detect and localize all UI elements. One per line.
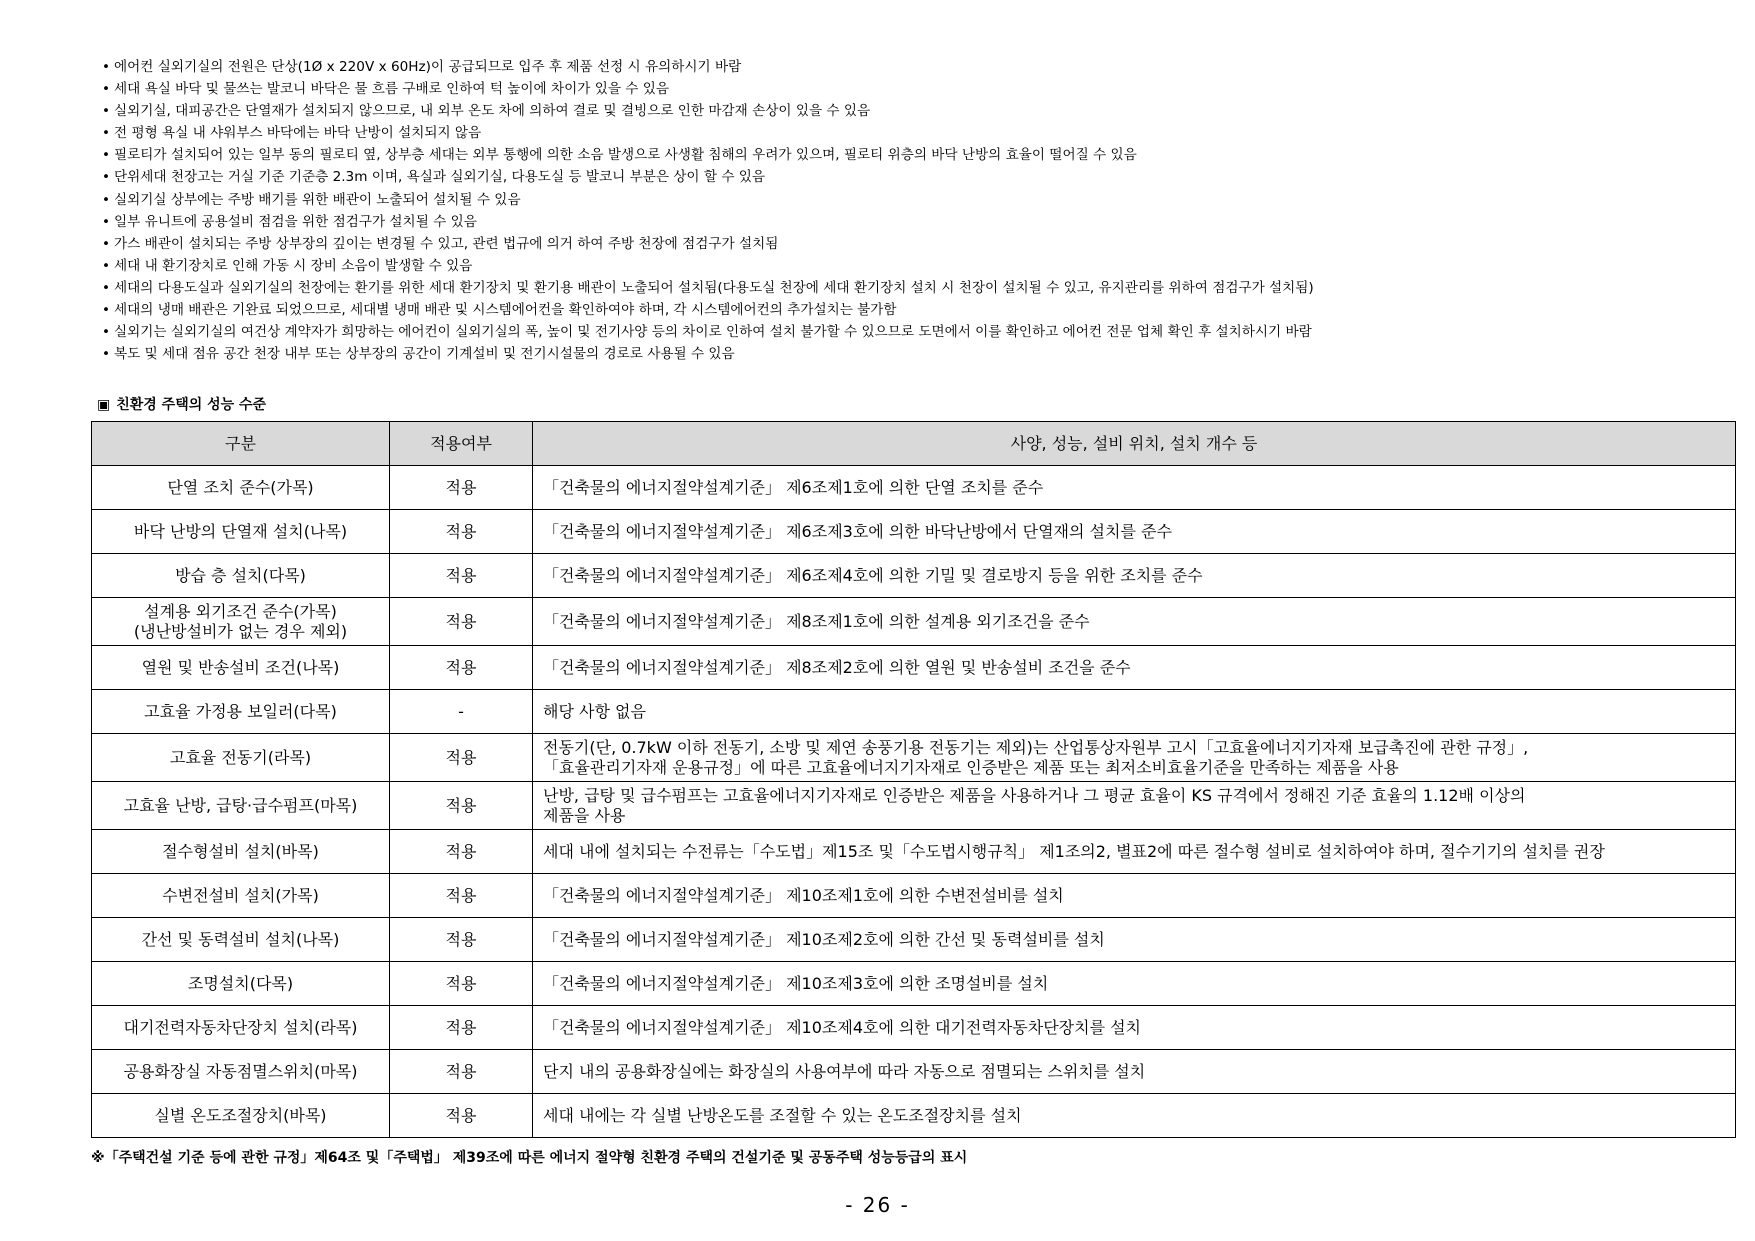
table-row bbox=[92, 962, 1736, 1006]
cell-applied: 적용 bbox=[390, 874, 533, 918]
spec-line: 해당 사항 없음 bbox=[543, 701, 646, 721]
category-line: 고효율 전동기(라목) bbox=[169, 747, 312, 767]
cell-spec bbox=[533, 1050, 1736, 1094]
cell-spec bbox=[533, 510, 1736, 554]
cell-category bbox=[92, 598, 390, 646]
cell-applied: 적용 bbox=[390, 782, 533, 830]
cell-applied: 적용 bbox=[390, 734, 533, 782]
cell-applied: 적용 bbox=[390, 646, 533, 690]
cell-spec bbox=[533, 1094, 1736, 1138]
cell-category bbox=[92, 690, 390, 734]
list-item bbox=[102, 299, 1722, 321]
section-heading bbox=[97, 394, 266, 414]
table-row bbox=[92, 1006, 1736, 1050]
page-number: - 26 - bbox=[845, 1193, 910, 1217]
cell-applied: 적용 bbox=[390, 466, 533, 510]
list-item-text: 세대의 냉매 배관은 기완료 되었으므로, 세대별 냉매 배관 및 시스템에어컨을 확인하여야 하며, 각 시스템에어컨의 추가설치는 불가함 bbox=[114, 302, 897, 319]
list-item bbox=[102, 277, 1722, 299]
spec-line: 세대 내에는 각 실별 난방온도를 조절할 수 있는 온도조절장치를 설치 bbox=[543, 1105, 1022, 1125]
bullet-dot-icon: • bbox=[102, 213, 111, 230]
list-item-text: 단위세대 천장고는 거실 기준 기준층 2.3m 이며, 욕실과 실외기실, 다용도실 등 발코니 부분은 상이 할 수 있음 bbox=[114, 169, 766, 186]
category-line: 공용화장실 자동점멸스위치(마목) bbox=[123, 1061, 358, 1081]
list-item bbox=[102, 144, 1722, 166]
cell-applied: 적용 bbox=[390, 1094, 533, 1138]
category-line: 절수형설비 설치(바목) bbox=[162, 841, 319, 861]
cell-spec bbox=[533, 690, 1736, 734]
list-item-text: 세대 내 환기장치로 인해 가동 시 장비 소음이 발생할 수 있음 bbox=[114, 257, 473, 274]
table-row bbox=[92, 598, 1736, 646]
table-row bbox=[92, 690, 1736, 734]
spec-line: 「건축물의 에너지절약설계기준」 제10조제4호에 의한 대기전력자동차단장치를 설치 bbox=[543, 1017, 1142, 1037]
list-item bbox=[102, 122, 1722, 144]
list-item-text: 실외기실 상부에는 주방 배기를 위한 배관이 노출되어 설치될 수 있음 bbox=[114, 191, 521, 208]
spec-line: 「건축물의 에너지절약설계기준」 제8조제1호에 의한 설계용 외기조건을 준수 bbox=[543, 611, 1090, 631]
table-row bbox=[92, 646, 1736, 690]
category-line: 고효율 가정용 보일러(다목) bbox=[144, 701, 337, 721]
category-line: 간선 및 동력설비 설치(나목) bbox=[141, 929, 340, 949]
cell-category bbox=[92, 554, 390, 598]
spec-line: 「효율관리기자재 운용규정」에 따른 고효율에너지기자재로 인증받은 제품 또는 최저소비효율기준을 만족하는 제품을 사용 bbox=[543, 757, 1399, 777]
category-line: 대기전력자동차단장치 설치(라목) bbox=[123, 1017, 358, 1037]
table-row bbox=[92, 466, 1736, 510]
table-row bbox=[92, 874, 1736, 918]
cell-applied: 적용 bbox=[390, 1006, 533, 1050]
spec-line: 「건축물의 에너지절약설계기준」 제8조제2호에 의한 열원 및 반송설비 조건을 준수 bbox=[543, 657, 1131, 677]
category-line: 단열 조치 준수(가목) bbox=[167, 477, 314, 497]
spec-line: 「건축물의 에너지절약설계기준」 제10조제2호에 의한 간선 및 동력설비를 설치 bbox=[543, 929, 1105, 949]
cell-spec bbox=[533, 734, 1736, 782]
table-row bbox=[92, 918, 1736, 962]
cell-spec bbox=[533, 554, 1736, 598]
bullet-dot-icon: • bbox=[102, 235, 111, 252]
header-category: 구분 bbox=[92, 422, 390, 466]
spec-line: 전동기(단, 0.7kW 이하 전동기, 소방 및 제연 송풍기용 전동기는 제외)는 산업통상자원부 고시「고효율에너지기자재 보급촉진에 관한 규정」, bbox=[543, 737, 1529, 757]
cell-category bbox=[92, 830, 390, 874]
bullet-dot-icon: • bbox=[102, 302, 111, 319]
category-line: 열원 및 반송설비 조건(나목) bbox=[141, 657, 340, 677]
list-item bbox=[102, 211, 1722, 233]
square-marker-icon: ▣ bbox=[97, 397, 111, 413]
category-line: 방습 층 설치(다목) bbox=[175, 565, 306, 585]
eco-housing-performance-table bbox=[91, 421, 1736, 1138]
bullet-dot-icon: • bbox=[102, 147, 111, 164]
bullet-dot-icon: • bbox=[102, 125, 111, 142]
list-item-text: 복도 및 세대 점유 공간 천장 내부 또는 상부장의 공간이 기계설비 및 전기시설물의 경로로 사용될 수 있음 bbox=[114, 346, 735, 363]
spec-line: 세대 내에 설치되는 수전류는「수도법」제15조 및「수도법시행규칙」 제1조의2, 별표2에 따른 절수형 설비로 설치하여야 하며, 절수기기의 설치를 권장 bbox=[543, 841, 1605, 861]
cell-category bbox=[92, 1006, 390, 1050]
cell-applied: - bbox=[390, 690, 533, 734]
cell-spec bbox=[533, 918, 1736, 962]
bullet-dot-icon: • bbox=[102, 191, 111, 208]
table-row bbox=[92, 1050, 1736, 1094]
spec-line: 「건축물의 에너지절약설계기준」 제10조제3호에 의한 조명설비를 설치 bbox=[543, 973, 1049, 993]
cell-applied: 적용 bbox=[390, 510, 533, 554]
table-row bbox=[92, 510, 1736, 554]
header-applied: 적용여부 bbox=[390, 422, 533, 466]
cell-applied: 적용 bbox=[390, 962, 533, 1006]
list-item-text: 가스 배관이 설치되는 주방 상부장의 깊이는 변경될 수 있고, 관련 법규에 의거 하여 주방 천장에 점검구가 설치됨 bbox=[114, 235, 779, 252]
cell-spec bbox=[533, 782, 1736, 830]
spec-line: 단지 내의 공용화장실에는 화장실의 사용여부에 따라 자동으로 점멸되는 스위치를 설치 bbox=[543, 1061, 1146, 1081]
bullet-dot-icon: • bbox=[102, 59, 111, 75]
cell-applied: 적용 bbox=[390, 830, 533, 874]
cell-category bbox=[92, 734, 390, 782]
category-line: 수변전설비 설치(가목) bbox=[162, 885, 319, 905]
list-item-text: 필로티가 설치되어 있는 일부 동의 필로티 옆, 상부층 세대는 외부 통행에 의한 소음 발생으로 사생활 침해의 우려가 있으며, 필로티 위층의 바닥 난방의 효율이 떨어질 수 있음 bbox=[114, 147, 1137, 164]
category-line: 고효율 난방, 급탕·급수펌프(마목) bbox=[123, 795, 358, 815]
category-line: 조명설치(다목) bbox=[187, 973, 294, 993]
table-row bbox=[92, 554, 1736, 598]
list-item-text: 일부 유니트에 공용설비 점검을 위한 점검구가 설치될 수 있음 bbox=[114, 213, 477, 230]
cell-applied: 적용 bbox=[390, 598, 533, 646]
list-item bbox=[102, 100, 1722, 122]
category-line: 실별 온도조절장치(바목) bbox=[154, 1105, 327, 1125]
cell-category bbox=[92, 466, 390, 510]
list-item bbox=[102, 255, 1722, 277]
header-spec: 사양, 성능, 설비 위치, 설치 개수 등 bbox=[533, 422, 1736, 466]
list-item-text: 실외기는 실외기실의 여건상 계약자가 희망하는 에어컨이 실외기실의 폭, 높이 및 전기사양 등의 차이로 인하여 설치 불가할 수 있으므로 도면에서 이를 확인하고 에어컨 전문 업체 확인 후 설치하시기 바람 bbox=[114, 324, 1312, 341]
list-item-text: 에어컨 실외기실의 전원은 단상(1Ø x 220V x 60Hz)이 공급되므로 입주 후 제품 선정 시 유의하시기 바람 bbox=[114, 59, 742, 75]
table-header-row bbox=[92, 422, 1736, 466]
list-item bbox=[102, 56, 1722, 78]
cell-category bbox=[92, 646, 390, 690]
bullet-dot-icon: • bbox=[102, 257, 111, 274]
cell-applied: 적용 bbox=[390, 554, 533, 598]
list-item-text: 전 평형 욕실 내 샤워부스 바닥에는 바닥 난방이 설치되지 않음 bbox=[114, 125, 482, 142]
bullet-dot-icon: • bbox=[102, 346, 111, 363]
cell-spec bbox=[533, 1006, 1736, 1050]
spec-line: 난방, 급탕 및 급수펌프는 고효율에너지기자재로 인증받은 제품을 사용하거나 그 평균 효율이 KS 규격에서 정해진 기준 효율의 1.12배 이상의 bbox=[543, 785, 1526, 805]
cell-category bbox=[92, 874, 390, 918]
cell-spec bbox=[533, 466, 1736, 510]
spec-line: 제품을 사용 bbox=[543, 805, 626, 825]
spec-line: 「건축물의 에너지절약설계기준」 제6조제4호에 의한 기밀 및 결로방지 등을 위한 조치를 준수 bbox=[543, 565, 1203, 585]
list-item-text: 세대 욕실 바닥 및 물쓰는 발코니 바닥은 물 흐름 구배로 인하여 턱 높이에 차이가 있을 수 있음 bbox=[114, 81, 670, 98]
bullet-dot-icon: • bbox=[102, 81, 111, 98]
cell-category bbox=[92, 1094, 390, 1138]
list-item-text: 세대의 다용도실과 실외기실의 천장에는 환기를 위한 세대 환기장치 및 환기용 배관이 노출되어 설치됨(다용도실 천장에 세대 환기장치 설치 시 천장이 설치될 수 있고, 유지관리를 위하여 점검구가 설치됨) bbox=[114, 279, 1314, 296]
list-item bbox=[102, 189, 1722, 211]
cell-category bbox=[92, 962, 390, 1006]
list-item bbox=[102, 78, 1722, 100]
list-item-text: 실외기실, 대피공간은 단열재가 설치되지 않으므로, 내 외부 온도 차에 의하여 결로 및 결빙으로 인한 마감재 손상이 있을 수 있음 bbox=[114, 103, 871, 120]
cell-spec bbox=[533, 874, 1736, 918]
cell-applied: 적용 bbox=[390, 1050, 533, 1094]
cell-spec bbox=[533, 598, 1736, 646]
table-row bbox=[92, 830, 1736, 874]
cell-category bbox=[92, 510, 390, 554]
cell-spec bbox=[533, 830, 1736, 874]
bullet-dot-icon: • bbox=[102, 279, 111, 296]
spec-line: 「건축물의 에너지절약설계기준」 제6조제1호에 의한 단열 조치를 준수 bbox=[543, 477, 1044, 497]
list-item bbox=[102, 321, 1722, 343]
spec-line: 「건축물의 에너지절약설계기준」 제10조제1호에 의한 수변전설비를 설치 bbox=[543, 885, 1064, 905]
notice-list bbox=[102, 56, 1722, 365]
category-line: (냉난방설비가 없는 경우 제외) bbox=[133, 621, 348, 641]
cell-applied: 적용 bbox=[390, 918, 533, 962]
cell-category bbox=[92, 918, 390, 962]
category-line: 설계용 외기조건 준수(가목) bbox=[144, 601, 337, 621]
list-item bbox=[102, 233, 1722, 255]
table-row bbox=[92, 734, 1736, 782]
bullet-dot-icon: • bbox=[102, 324, 111, 341]
section-title-text: 친환경 주택의 성능 수준 bbox=[116, 397, 267, 413]
category-line: 바닥 난방의 단열재 설치(나목) bbox=[133, 521, 348, 541]
bullet-dot-icon: • bbox=[102, 169, 111, 186]
table-row bbox=[92, 1094, 1736, 1138]
spec-line: 「건축물의 에너지절약설계기준」 제6조제3호에 의한 바닥난방에서 단열재의 설치를 준수 bbox=[543, 521, 1172, 541]
cell-spec bbox=[533, 962, 1736, 1006]
table-body bbox=[92, 466, 1736, 1138]
cell-category bbox=[92, 782, 390, 830]
cell-category bbox=[92, 1050, 390, 1094]
bullet-dot-icon: • bbox=[102, 103, 111, 120]
list-item bbox=[102, 166, 1722, 188]
cell-spec bbox=[533, 646, 1736, 690]
list-item bbox=[102, 343, 1722, 365]
table-row bbox=[92, 782, 1736, 830]
footnote: ※「주택건설 기준 등에 관한 규정」제64조 및「주택법」 제39조에 따른 에너지 절약형 친환경 주택의 건설기준 및 공동주택 성능등급의 표시 bbox=[91, 1150, 968, 1166]
